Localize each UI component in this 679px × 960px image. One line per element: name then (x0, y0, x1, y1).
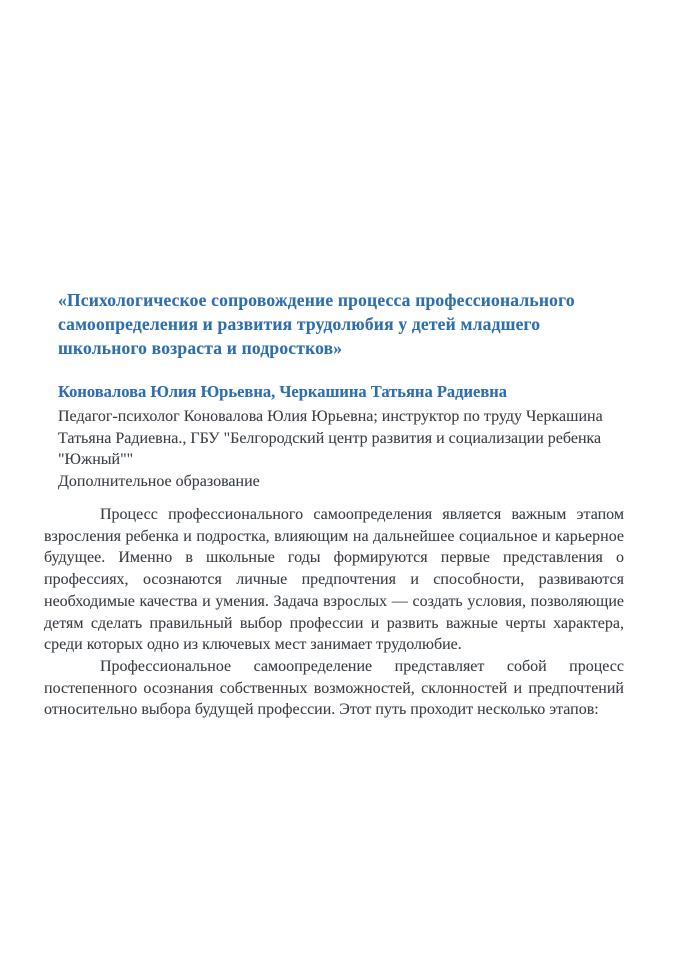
article-paragraph: Профессиональное самоопределение представляет собой процесс постепенного осознания собственных возможностей, склонностей и предпочтений относительно выбора будущей профессии. Этот путь проходит несколько этапов: (44, 657, 624, 719)
article-authors: Коновалова Юлия Юрьевна, Черкашина Татьяна Радиевна (58, 382, 507, 401)
article-paragraph: Процесс профессионального самоопределения является важным этапом взросления ребенка и подростка, влияющим на дальнейшее социальное и карьерное будущее. Именно в школьные годы формируются первые представления о профессиях, осознаются личные предпочтения и способности, развиваются необходимые качества и умения. Задача взрослых — создать условия, позволяющие детям сделать правильный выбор профессии и развить важные черты характера, среди которых одно из ключевых мест занимает трудолюбие. (44, 506, 624, 654)
article-title: «Психологическое сопровождение процесса профессионального самоопределения и развития трудолюбия у детей младшего школьного возраста и подростков» (58, 290, 575, 358)
article-affiliation: Педагог-психолог Коновалова Юлия Юрьевна; инструктор по труду Черкашина Татьяна Радиевна., ГБУ "Белгородский центр развития и социализации ребенка "Южный"" (58, 408, 603, 468)
article-header (44, 288, 624, 492)
article-content (44, 288, 624, 721)
article-body (44, 504, 624, 721)
article-category: Дополнительное образование (58, 472, 260, 490)
